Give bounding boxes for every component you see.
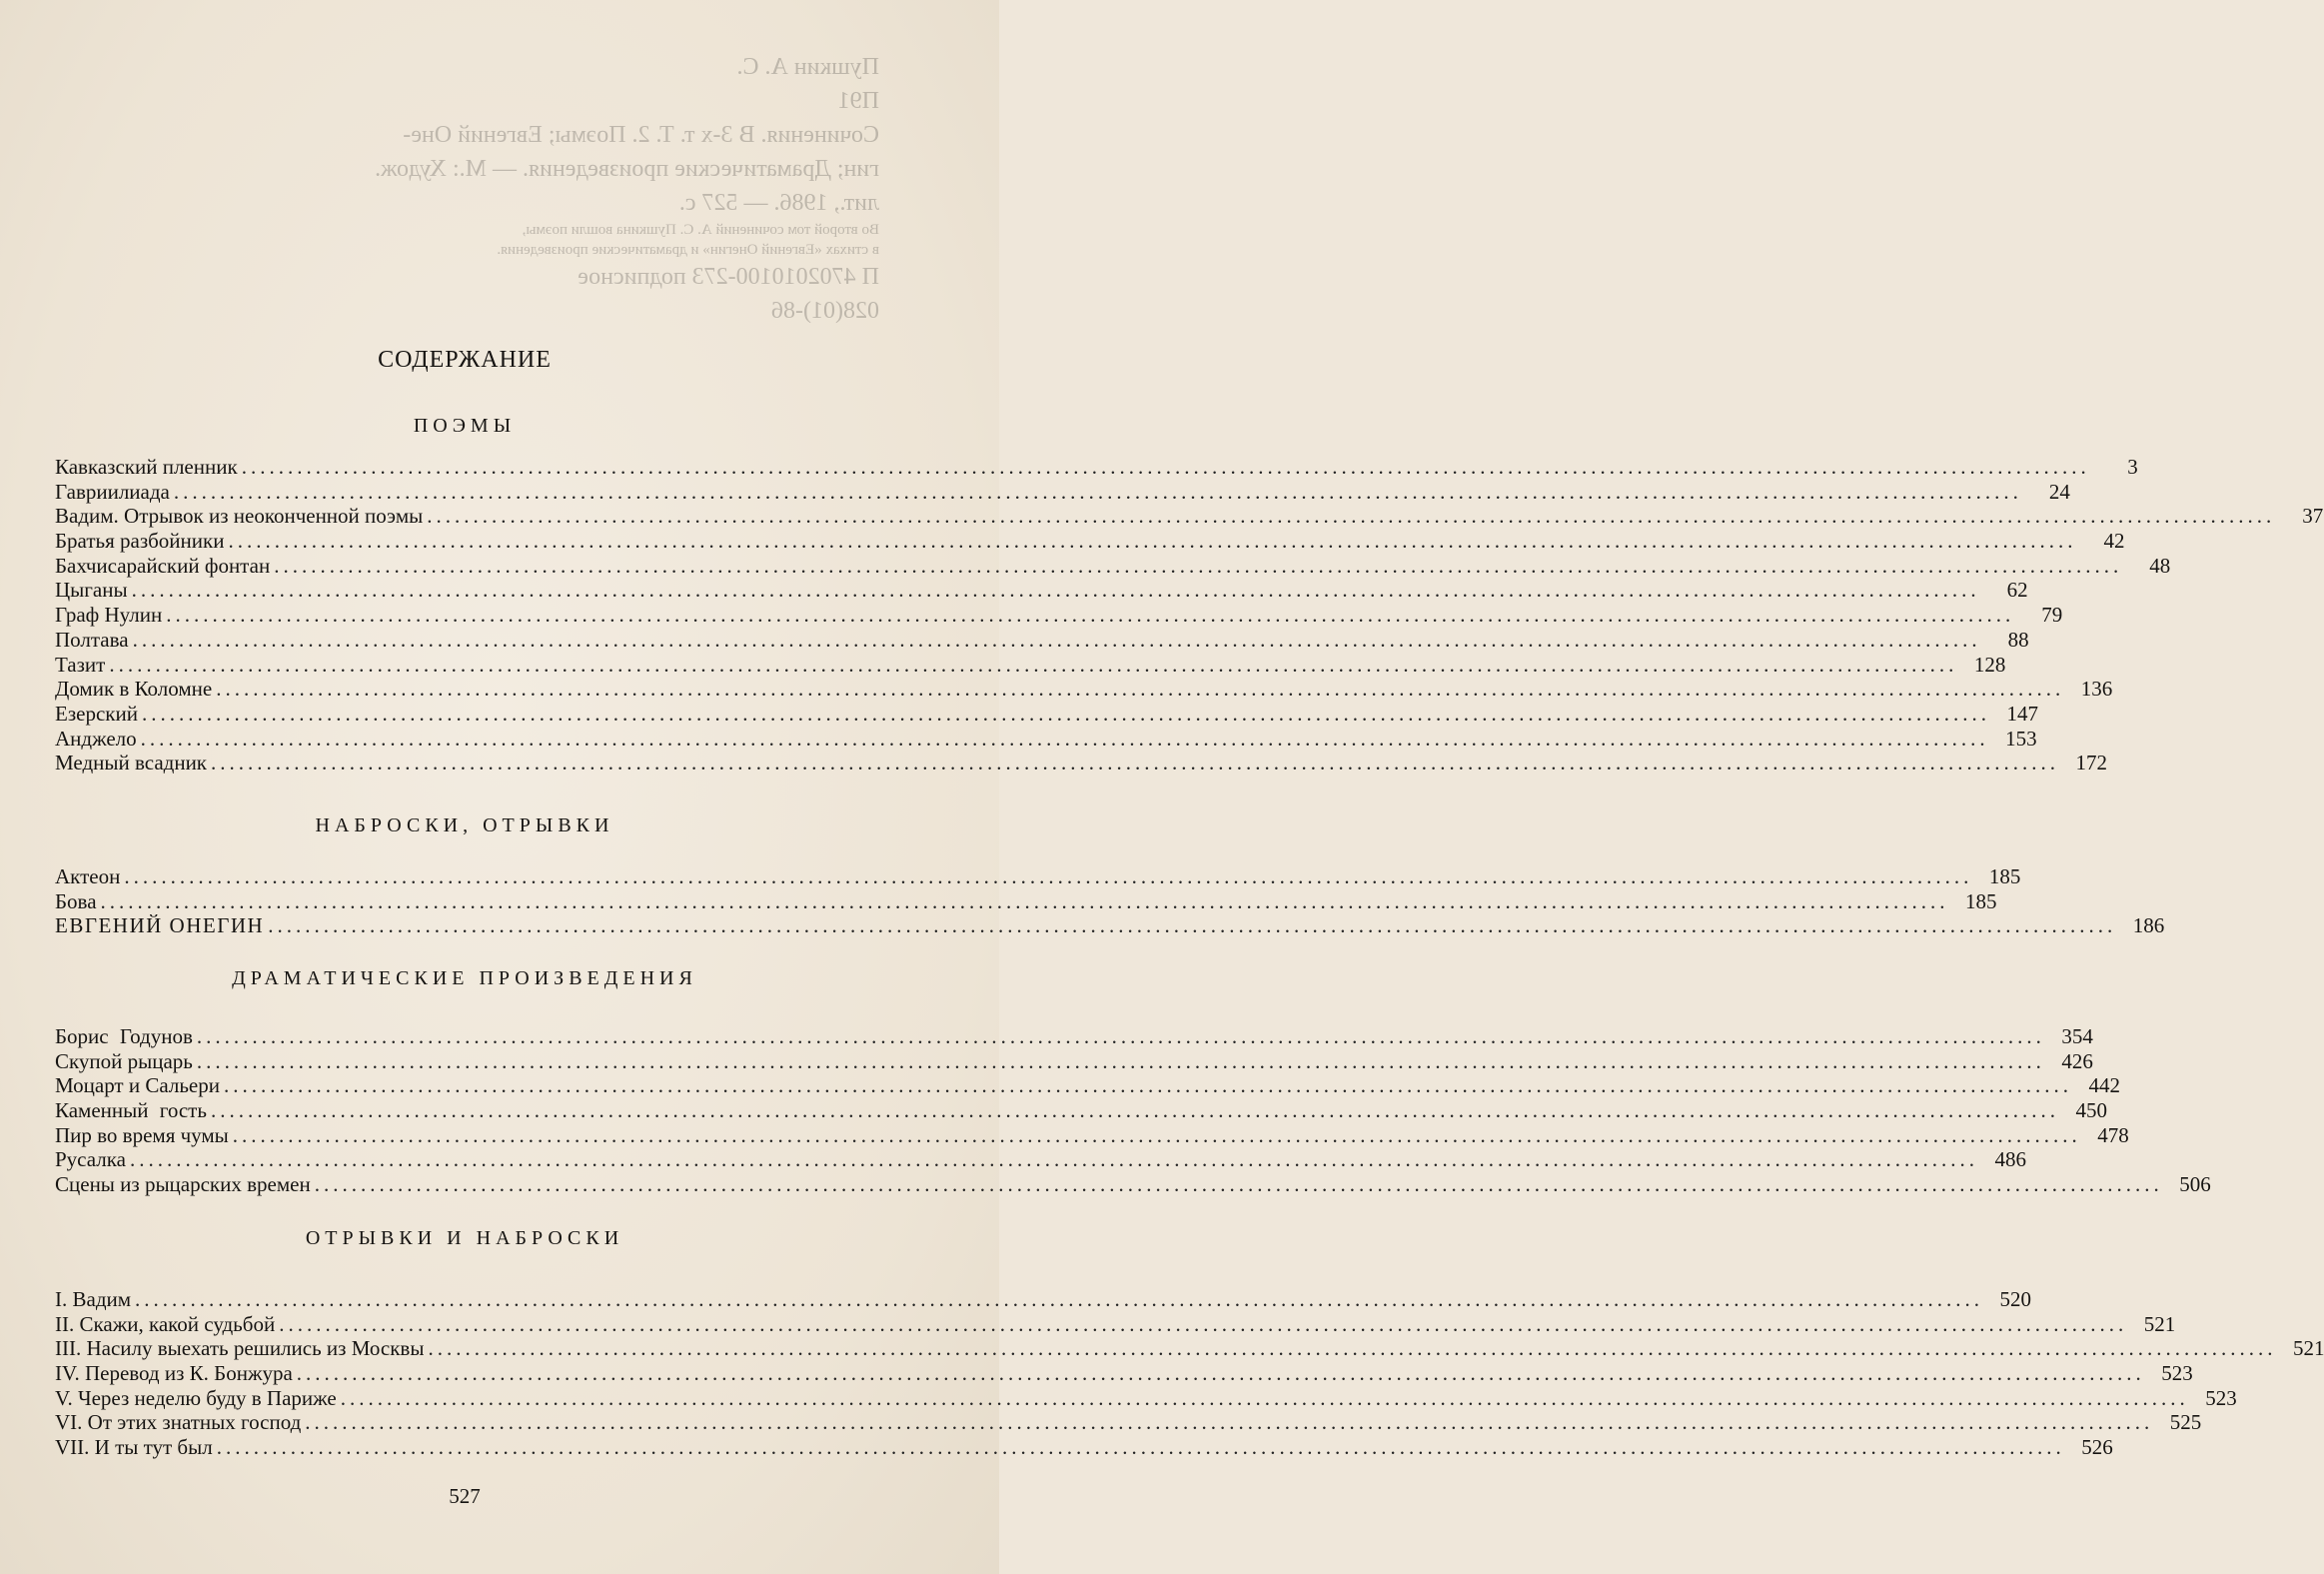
entry-title: III. Насилу выехать решились из Москвы xyxy=(55,1336,425,1361)
entry-page: 172 xyxy=(2075,751,2108,776)
entry-title: Тазит xyxy=(55,652,106,677)
entry-page: 153 xyxy=(2005,726,2037,751)
dot-leader: ........................................................................................................................................................................................................ xyxy=(210,1098,2059,1123)
entry-page: 79 xyxy=(2041,603,2063,628)
dot-leader: ........................................................................................................................................................................................................ xyxy=(196,1048,2045,1073)
entry-title: Актеон xyxy=(55,864,121,888)
bleed-line: гин; Драматические произведения. — М.: Худож. xyxy=(375,156,879,182)
toc-entry[interactable] xyxy=(55,627,2029,653)
entry-page: 62 xyxy=(2006,578,2028,603)
dot-leader: ........................................................................................................................................................................................................ xyxy=(241,455,2090,479)
toc-entry[interactable] xyxy=(55,701,2038,727)
page-number: 527 xyxy=(449,1484,481,1508)
entry-page: 426 xyxy=(2061,1048,2093,1073)
dot-leader: ........................................................................................................................................................................................................ xyxy=(132,627,1981,652)
entry-title: Цыганы xyxy=(55,578,128,603)
entry-title: V. Через неделю буду в Париже xyxy=(55,1385,337,1410)
entry-title: Медный всадник xyxy=(55,751,208,776)
dot-leader: ........................................................................................................................................................................................................ xyxy=(228,529,2077,554)
toc-entry[interactable] xyxy=(55,726,2037,752)
entry-page: 186 xyxy=(2132,913,2165,938)
toc-entry[interactable] xyxy=(55,455,2138,480)
dot-leader: ........................................................................................................................................................................................................ xyxy=(232,1122,2081,1147)
dot-leader: ........................................................................................................................................................................................................ xyxy=(141,701,1990,726)
bleed-line: П 4702010100-273 подписное xyxy=(578,264,879,290)
entry-title: Езерский xyxy=(55,701,138,726)
bleed-line: Во второй том сочинений А. С. Пушкина вошли поэмы, xyxy=(522,222,879,238)
entry-page: 37 xyxy=(2302,504,2324,529)
toc-entry[interactable] xyxy=(55,578,2028,603)
dot-leader: ........................................................................................................................................................................................................ xyxy=(100,888,1949,913)
entry-page: 442 xyxy=(2088,1073,2120,1098)
toc-entry[interactable] xyxy=(55,1287,2032,1312)
toc-entry[interactable] xyxy=(55,504,2324,529)
toc-entry[interactable] xyxy=(55,1385,2237,1411)
dot-leader: ........................................................................................................................................................................................................ xyxy=(140,726,1989,751)
entry-page: 48 xyxy=(2149,553,2171,578)
entry-page: 486 xyxy=(1994,1147,2026,1172)
entry-page: 521 xyxy=(2143,1311,2176,1336)
dot-leader: ........................................................................................................................................................................................................ xyxy=(211,751,2060,776)
dot-leader: ........................................................................................................................................................................................................ xyxy=(296,1361,2145,1386)
entry-page: 185 xyxy=(1988,864,2021,888)
dot-leader: ........................................................................................................................................................................................................ xyxy=(268,913,2117,938)
bleed-line: лит., 1986. — 527 с. xyxy=(678,190,879,216)
dot-leader: ........................................................................................................................................................................................................ xyxy=(135,1287,1984,1311)
section-title-poems: ПОЭМЫ xyxy=(413,415,517,437)
entry-title: VI. От этих знатных господ xyxy=(55,1410,302,1435)
dot-leader: ........................................................................................................................................................................................................ xyxy=(216,677,2065,702)
entry-title: ЕВГЕНИЙ ОНЕГИН xyxy=(55,913,265,938)
bleed-line: Сочинения. В 3-х т. Т. 2. Поэмы; Евгений Оне- xyxy=(403,122,879,148)
entry-page: 520 xyxy=(1999,1287,2032,1311)
entry-title: Вадим. Отрывок из неоконченной поэмы xyxy=(55,504,424,529)
toc-entry[interactable] xyxy=(55,888,1997,914)
toc-entry[interactable] xyxy=(55,1410,2202,1435)
entry-title: Скупой рыцарь xyxy=(55,1048,193,1073)
toc-entry[interactable] xyxy=(55,1147,2026,1172)
toc-entry[interactable] xyxy=(55,1024,2093,1049)
dot-leader: ........................................................................................................................................................................................................ xyxy=(340,1385,2189,1410)
entry-page: 525 xyxy=(2169,1410,2202,1435)
toc-entry[interactable] xyxy=(55,479,2070,505)
entry-page: 185 xyxy=(1965,888,1997,913)
toc-section-dramatic xyxy=(55,1024,2211,1197)
entry-title: II. Скажи, какой судьбой xyxy=(55,1311,276,1336)
dot-leader: ........................................................................................................................................................................................................ xyxy=(305,1410,2154,1435)
section-title-sketches: НАБРОСКИ, ОТРЫВКИ xyxy=(315,814,614,836)
entry-title: Бова xyxy=(55,888,97,913)
toc-entry[interactable] xyxy=(55,603,2063,628)
entry-title: Русалка xyxy=(55,1147,126,1172)
entry-title: Братья разбойники xyxy=(55,529,225,554)
toc-entry[interactable] xyxy=(55,1073,2120,1098)
dot-leader: ........................................................................................................................................................................................................ xyxy=(279,1311,2128,1336)
toc-entry[interactable] xyxy=(55,913,2165,938)
bleed-author: Пушкин А. С. xyxy=(736,54,879,80)
entry-title: VII. И ты тут был xyxy=(55,1435,213,1460)
entry-page: 3 xyxy=(2127,455,2138,479)
toc-section-sketches xyxy=(55,864,2165,938)
entry-title: Бахчисарайский фонтан xyxy=(55,553,271,578)
dot-leader: ........................................................................................................................................................................................................ xyxy=(131,578,1980,603)
entry-page: 526 xyxy=(2081,1435,2113,1460)
section-title-dramatic: ДРАМАТИЧЕСКИЕ ПРОИЗВЕДЕНИЯ xyxy=(232,967,697,989)
entry-title: Кавказский пленник xyxy=(55,455,238,479)
toc-entry[interactable] xyxy=(55,529,2125,554)
entry-title: Домик в Коломне xyxy=(55,677,213,702)
bleed-code: П91 xyxy=(837,88,879,114)
entry-page: 128 xyxy=(1973,652,2006,677)
entry-page: 354 xyxy=(2061,1024,2093,1048)
toc-entry[interactable] xyxy=(55,652,2006,678)
entry-title: Каменный гость xyxy=(55,1098,207,1123)
toc-entry[interactable] xyxy=(55,751,2108,776)
entry-title: IV. Перевод из К. Бонжура xyxy=(55,1361,293,1386)
dot-leader: ........................................................................................................................................................................................................ xyxy=(223,1073,2072,1098)
entry-page: 147 xyxy=(2006,701,2038,726)
toc-entry[interactable] xyxy=(55,864,2021,889)
entry-title: Полтава xyxy=(55,627,129,652)
toc-entry[interactable] xyxy=(55,1172,2211,1197)
toc-entry[interactable] xyxy=(55,1048,2093,1074)
dot-leader: ........................................................................................................................................................................................................ xyxy=(109,652,1958,677)
toc-entry[interactable] xyxy=(55,1336,2324,1361)
entry-page: 523 xyxy=(2205,1385,2237,1410)
entry-title: Сцены из рыцарских времен xyxy=(55,1172,311,1197)
dot-leader: ........................................................................................................................................................................................................ xyxy=(274,553,2123,578)
dot-leader: ........................................................................................................................................................................................................ xyxy=(196,1024,2045,1048)
toc-section-fragments xyxy=(55,1287,2324,1460)
dot-leader: ........................................................................................................................................................................................................ xyxy=(314,1172,2163,1197)
entry-title: Граф Нулин xyxy=(55,603,163,628)
toc-entry[interactable] xyxy=(55,1435,2113,1460)
bleed-through-imprint xyxy=(375,50,879,328)
entry-title: Моцарт и Сальери xyxy=(55,1073,220,1098)
entry-page: 478 xyxy=(2097,1122,2129,1147)
entry-page: 88 xyxy=(2007,627,2029,652)
dot-leader: ........................................................................................................................................................................................................ xyxy=(124,864,1973,888)
toc-entry[interactable] xyxy=(55,1311,2176,1337)
dot-leader: ........................................................................................................................................................................................................ xyxy=(427,504,2276,529)
bleed-line: в стихах «Евгений Онегин» и драматические произведения. xyxy=(497,242,879,258)
entry-page: 136 xyxy=(2080,677,2113,702)
entry-page: 24 xyxy=(2048,479,2070,504)
entry-title: I. Вадим xyxy=(55,1287,132,1311)
dot-leader: ........................................................................................................................................................................................................ xyxy=(166,603,2015,628)
entry-title: Борис Годунов xyxy=(55,1024,193,1048)
toc-entry[interactable] xyxy=(55,1122,2129,1148)
entry-page: 521 xyxy=(2292,1336,2324,1361)
entry-title: Гавриилиада xyxy=(55,479,170,504)
entry-page: 450 xyxy=(2075,1098,2107,1123)
dot-leader: ........................................................................................................................................................................................................ xyxy=(173,479,2022,504)
entry-page: 42 xyxy=(2103,529,2125,554)
toc-entry[interactable] xyxy=(55,1361,2193,1386)
toc-entry[interactable] xyxy=(55,1098,2107,1123)
dot-leader: ........................................................................................................................................................................................................ xyxy=(428,1336,2277,1361)
dot-leader: ........................................................................................................................................................................................................ xyxy=(216,1435,2065,1460)
entry-title: Анджело xyxy=(55,726,137,751)
entry-page: 523 xyxy=(2161,1361,2193,1386)
dot-leader: ........................................................................................................................................................................................................ xyxy=(129,1147,1978,1172)
entry-page: 506 xyxy=(2179,1172,2211,1197)
contents-heading: СОДЕРЖАНИЕ xyxy=(378,347,552,373)
entry-title: Пир во время чумы xyxy=(55,1122,229,1147)
bleed-line: 028(01)-86 xyxy=(771,298,879,324)
toc-entry[interactable] xyxy=(55,677,2113,702)
toc-entry[interactable] xyxy=(55,553,2171,579)
section-title-fragments: ОТРЫВКИ И НАБРОСКИ xyxy=(305,1227,624,1249)
toc-section-poems xyxy=(55,455,2324,776)
